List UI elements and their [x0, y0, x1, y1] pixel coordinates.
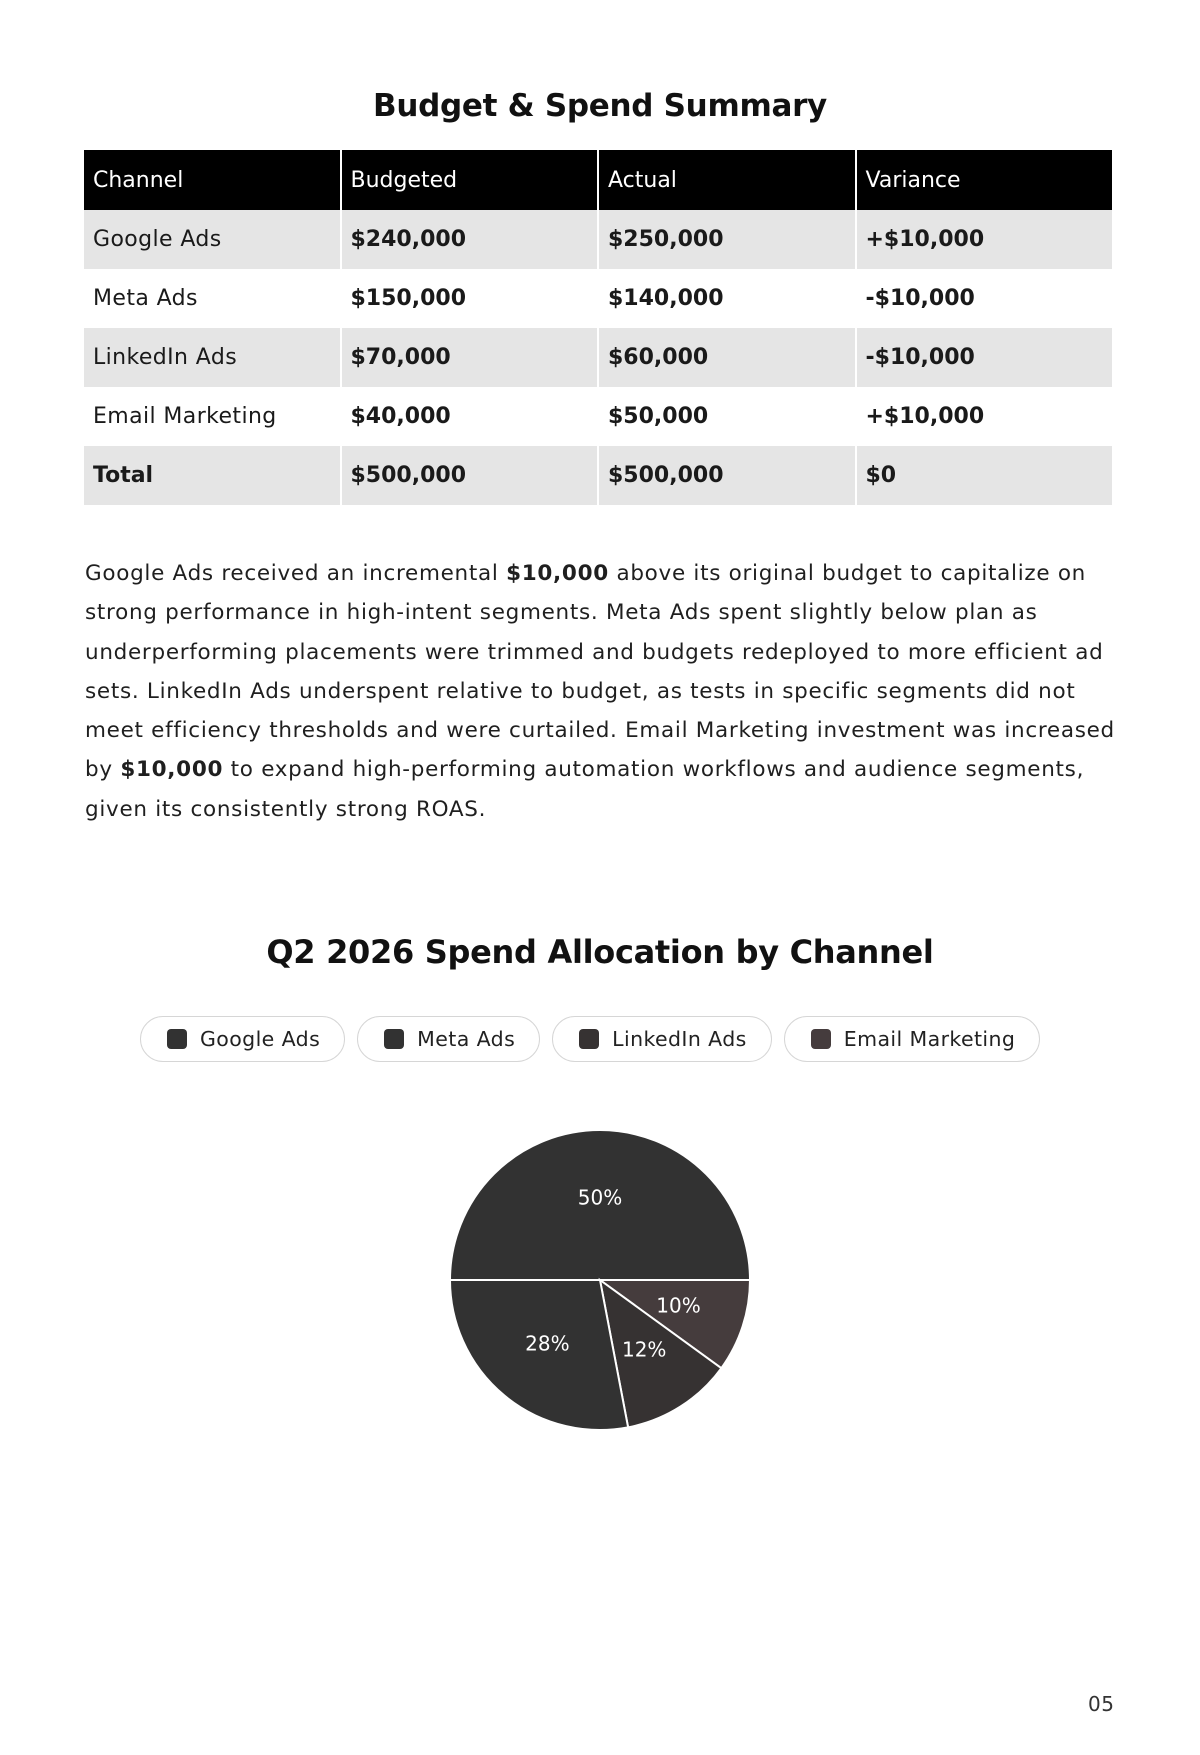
spend-allocation-pie-chart [440, 1120, 760, 1440]
legend-label: Meta Ads [417, 1027, 516, 1051]
table-total-row [84, 446, 1112, 505]
legend-label: LinkedIn Ads [612, 1027, 747, 1051]
legend-item[interactable] [784, 1016, 1041, 1062]
legend-item[interactable] [552, 1016, 772, 1062]
pie-slice-label: 50% [577, 1185, 623, 1210]
header-channel: Channel [84, 150, 340, 210]
cell-actual: $250,000 [599, 210, 855, 269]
table-row [84, 269, 1112, 328]
header-budgeted: Budgeted [342, 150, 598, 210]
cell-actual: $140,000 [608, 286, 724, 311]
legend-swatch [811, 1029, 831, 1049]
table-row [84, 387, 1112, 446]
cell-budgeted: $150,000 [350, 286, 467, 311]
cell-variance: -$10,000 [865, 286, 975, 311]
legend-swatch [167, 1029, 187, 1049]
legend-swatch [579, 1029, 599, 1049]
cell-channel: Google Ads [84, 210, 340, 269]
cell-variance: +$10,000 [865, 404, 985, 429]
cell-channel: Email Marketing [93, 404, 277, 429]
cell-budgeted: $240,000 [342, 210, 598, 269]
legend-item[interactable] [140, 1016, 345, 1062]
legend-swatch [384, 1029, 404, 1049]
chart-legend [140, 1016, 1040, 1062]
header-variance: Variance [857, 150, 1113, 210]
cell-variance: $0 [857, 446, 1113, 505]
cell-budgeted: $40,000 [350, 404, 451, 429]
pie-slice-label: 28% [525, 1331, 570, 1356]
page-number: 05 [1088, 1692, 1115, 1716]
pie-slice-label: 12% [621, 1337, 667, 1362]
cell-actual: $50,000 [608, 404, 709, 429]
budget-table [82, 150, 1114, 505]
commentary-text: to expand high-performing automation workflows and audience segments, given its consistently strong ROAS. [85, 757, 1085, 822]
cell-channel: Total [84, 446, 340, 505]
table-header-row [84, 150, 1112, 210]
commentary-amount: $10,000 [120, 757, 224, 783]
budget-commentary [85, 554, 1125, 829]
cell-budgeted: $500,000 [342, 446, 598, 505]
legend-item[interactable] [357, 1016, 540, 1062]
legend-label: Google Ads [200, 1027, 321, 1051]
cell-variance: +$10,000 [857, 210, 1113, 269]
pie-slice-label: 10% [656, 1293, 701, 1318]
cell-channel: LinkedIn Ads [84, 328, 340, 387]
cell-variance: -$10,000 [857, 328, 1113, 387]
table-row [84, 210, 1112, 269]
legend-label: Email Marketing [843, 1027, 1016, 1051]
cell-channel: Meta Ads [93, 286, 198, 311]
cell-budgeted: $70,000 [342, 328, 598, 387]
budget-section-title: Budget & Spend Summary [373, 88, 827, 124]
commentary-text: above its original budget to capitalize on strong performance in high-intent segments. Meta Ads spent slightly below plan as underperforming placements were trimmed and budgets redeployed to more efficient ad sets. LinkedIn Ads underspent relative to budget, as tests in specific segments did not meet efficiency thresholds and were curtailed. Email Marketing investment was increased by [85, 561, 1115, 783]
commentary-amount: $10,000 [506, 561, 609, 586]
cell-actual: $60,000 [599, 328, 855, 387]
header-actual: Actual [599, 150, 855, 210]
table-row [84, 328, 1112, 387]
commentary-text: Google Ads received an incremental [85, 561, 507, 586]
chart-title: Q2 2026 Spend Allocation by Channel [266, 933, 934, 971]
cell-actual: $500,000 [599, 446, 855, 505]
